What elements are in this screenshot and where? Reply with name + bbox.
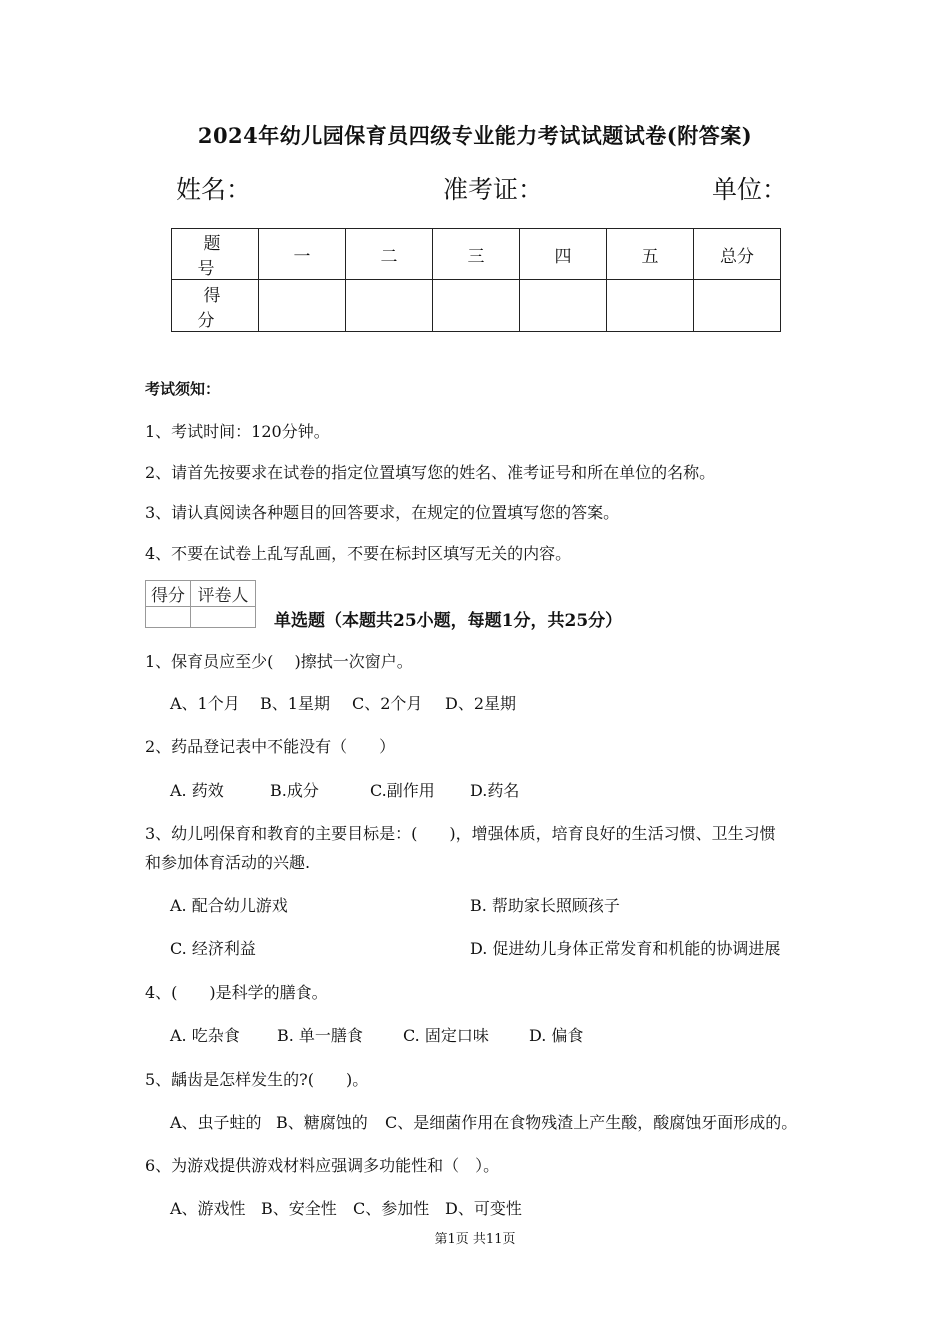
reviewer-box (145, 580, 256, 628)
score-cell (694, 280, 781, 332)
option: B. 单一膳食 (277, 1026, 363, 1045)
reviewer-score-label: 得分 (146, 581, 191, 607)
option: B、1星期 (260, 694, 330, 713)
score-row-label: 得 分 (172, 280, 259, 332)
option: A. 配合幼儿游戏 (170, 896, 288, 915)
score-cell (346, 280, 433, 332)
question-stem: 4、( )是科学的膳食。 (145, 983, 328, 1002)
question-stem: 2、药品登记表中不能没有（ ） (145, 737, 396, 756)
option: B、糖腐蚀的 (276, 1113, 368, 1132)
reviewer-score-cell (146, 607, 191, 628)
score-header-cell: 五 (607, 229, 694, 280)
option: A、虫子蛀的 (170, 1113, 262, 1132)
question-stem-continued: 和参加体育活动的兴趣. (145, 853, 311, 872)
score-header-cell: 一 (259, 229, 346, 280)
option: C、是细菌作用在食物残渣上产生酸，酸腐蚀牙面形成的。 (385, 1113, 798, 1132)
unit-label: 单位： (712, 175, 788, 204)
option: D. 促进幼儿身体正常发育和机能的协调进展 (470, 939, 781, 958)
section-title: 单选题（本题共25小题，每题1分，共25分） (274, 611, 623, 631)
reviewer-name-cell (191, 607, 256, 628)
ticket-label: 准考证： (443, 175, 544, 204)
page-footer: 第1页 共11页 (434, 1232, 516, 1247)
score-header-cell: 题 号 (172, 229, 259, 280)
option: B、安全性 (261, 1199, 337, 1218)
score-header-cell: 四 (520, 229, 607, 280)
option: A、游戏性 (170, 1199, 246, 1218)
option: C. 固定口味 (403, 1026, 489, 1045)
option: B.成分 (270, 781, 319, 800)
notice-item: 3、请认真阅读各种题目的回答要求，在规定的位置填写您的答案。 (145, 503, 620, 522)
option: C、2个月 (352, 694, 423, 713)
option: A. 药效 (170, 781, 224, 800)
question-stem: 3、幼儿吲保育和教育的主要目标是：( )，增强体质，培育良好的生活习惯、卫生习惯 (145, 824, 776, 843)
question-stem: 1、保育员应至少( )擦拭一次窗户。 (145, 652, 413, 671)
score-table-header-row (172, 229, 781, 280)
score-table (171, 228, 781, 332)
option: C. 经济利益 (170, 939, 256, 958)
reviewer-name-label: 评卷人 (191, 581, 256, 607)
page-title: 2024年幼儿园保育员四级专业能力考试试题试卷(附答案) (197, 123, 753, 148)
notice-item: 4、不要在试卷上乱写乱画，不要在标封区填写无关的内容。 (145, 544, 572, 563)
option: C、参加性 (353, 1199, 430, 1218)
question-stem: 5、龋齿是怎样发生的?( )。 (145, 1070, 369, 1089)
option: D、2星期 (445, 694, 517, 713)
score-header-cell: 总分 (694, 229, 781, 280)
notice-heading: 考试须知： (145, 380, 221, 398)
notice-item: 1、考试时间：120分钟。 (145, 422, 330, 441)
score-cell (607, 280, 694, 332)
option: D.药名 (470, 781, 520, 800)
option: A、1个月 (170, 694, 240, 713)
score-table-score-row (172, 280, 781, 332)
score-header-cell: 二 (346, 229, 433, 280)
question-stem: 6、为游戏提供游戏材料应强调多功能性和（ ）。 (145, 1156, 500, 1175)
option: A. 吃杂食 (170, 1026, 240, 1045)
option: D、可变性 (445, 1199, 522, 1218)
option: B. 帮助家长照顾孩子 (470, 896, 620, 915)
score-cell (433, 280, 520, 332)
score-header-cell: 三 (433, 229, 520, 280)
score-cell (520, 280, 607, 332)
option: D. 偏食 (529, 1026, 584, 1045)
name-label: 姓名： (176, 175, 252, 204)
notice-item: 2、请首先按要求在试卷的指定位置填写您的姓名、准考证号和所在单位的名称。 (145, 463, 716, 482)
option: C.副作用 (370, 781, 435, 800)
